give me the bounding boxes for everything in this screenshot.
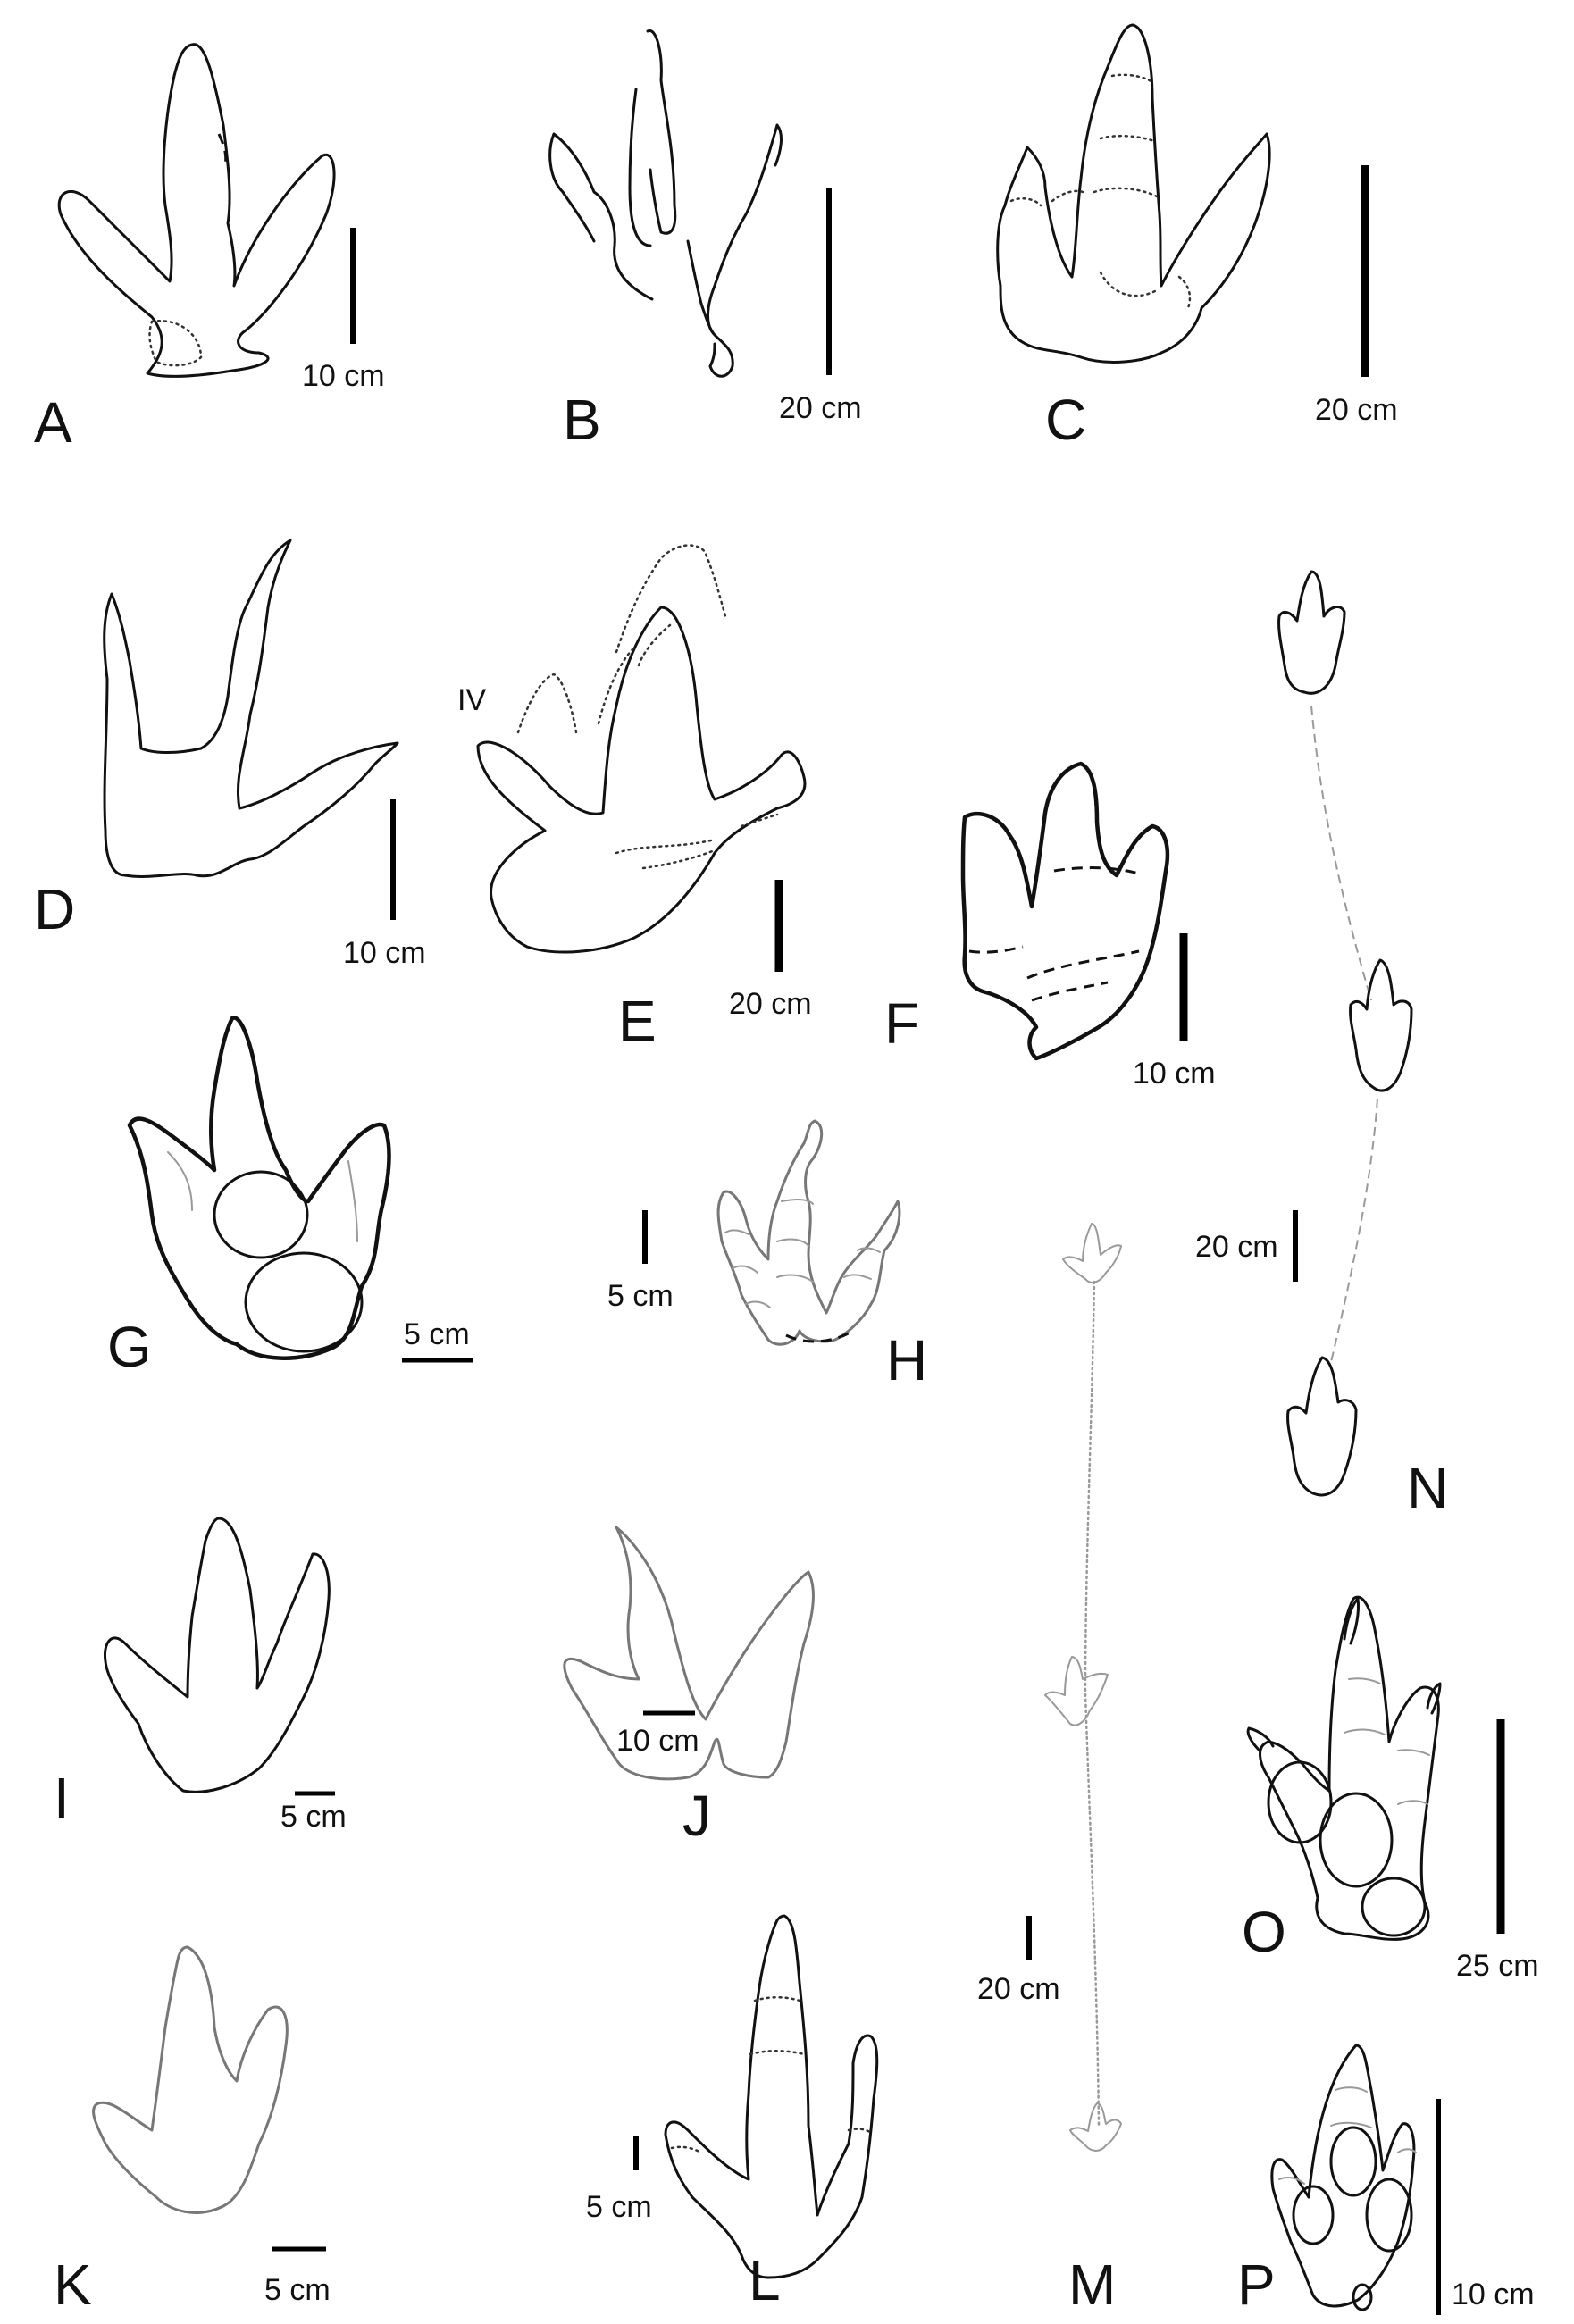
footprint-k-outline bbox=[94, 1947, 288, 2212]
footprint-o-outline bbox=[1260, 1597, 1439, 1939]
footprint-a-outline bbox=[59, 45, 334, 377]
footprint-g-heel-pad bbox=[246, 1253, 362, 1351]
panel-g bbox=[107, 1018, 473, 1379]
panel-b-scale-label: 20 cm bbox=[779, 391, 862, 425]
footprint-g-proximal-pad bbox=[214, 1172, 307, 1258]
panel-m bbox=[977, 1224, 1121, 2317]
panel-d-letter: D bbox=[34, 877, 76, 941]
panel-l-letter: L bbox=[749, 2248, 781, 2312]
panel-m-letter: M bbox=[1068, 2253, 1117, 2317]
panel-d-scale-label: 10 cm bbox=[343, 936, 426, 970]
footprint-i-outline bbox=[105, 1518, 329, 1792]
panel-i-scale-label: 5 cm bbox=[280, 1800, 347, 1834]
panel-p-letter: P bbox=[1237, 2253, 1276, 2317]
panel-j-scale-label: 10 cm bbox=[616, 1724, 699, 1758]
panel-c bbox=[998, 25, 1398, 452]
panel-b-letter: B bbox=[563, 388, 601, 452]
panel-c-scale-label: 20 cm bbox=[1315, 393, 1398, 427]
footprint-b-outline bbox=[550, 30, 782, 376]
footprint-e-dotted-overlay bbox=[518, 545, 777, 868]
footprint-o-pad-3 bbox=[1362, 1878, 1425, 1935]
panel-o-scale-label: 25 cm bbox=[1456, 1949, 1539, 1983]
trackway-n-midline bbox=[1311, 706, 1377, 1362]
trackway-m-print-3 bbox=[1070, 2103, 1121, 2151]
footprint-f-pad-lines bbox=[969, 868, 1139, 1000]
footprint-p-outline bbox=[1272, 2045, 1414, 2306]
trackway-m-print-2 bbox=[1045, 1657, 1108, 1726]
panel-a-letter: A bbox=[34, 390, 72, 455]
panel-j-letter: J bbox=[682, 1784, 711, 1848]
panel-c-letter: C bbox=[1045, 388, 1087, 452]
footprint-f-outline bbox=[963, 764, 1168, 1058]
panel-g-scale-label: 5 cm bbox=[404, 1317, 470, 1351]
panel-i-letter: I bbox=[54, 1766, 70, 1830]
footprint-p-pad-3 bbox=[1294, 2186, 1333, 2244]
panel-a bbox=[34, 45, 385, 455]
panel-a-scale-label: 10 cm bbox=[302, 359, 385, 393]
panel-k-letter: K bbox=[54, 2253, 92, 2317]
footprint-g-outline bbox=[130, 1018, 389, 1358]
panel-m-scale-label: 20 cm bbox=[977, 1972, 1060, 2006]
trackway-m-midline bbox=[1085, 1282, 1099, 2126]
footprint-o-digit-lines bbox=[1344, 1678, 1429, 1804]
panel-n bbox=[1195, 572, 1448, 1520]
footprint-o-pad-2 bbox=[1320, 1793, 1392, 1886]
panel-o-letter: O bbox=[1242, 1900, 1286, 1964]
panel-e-scale-label: 20 cm bbox=[729, 987, 812, 1021]
footprint-h-pad-lines bbox=[725, 1200, 880, 1308]
panel-g-letter: G bbox=[107, 1315, 152, 1379]
trackway-n-print-1 bbox=[1279, 572, 1344, 693]
footprint-p-pad-1 bbox=[1331, 2128, 1376, 2195]
footprint-l-pad-lines bbox=[672, 1997, 871, 2153]
panel-k bbox=[54, 1947, 331, 2317]
panel-n-scale-label: 20 cm bbox=[1195, 1230, 1278, 1264]
trackway-n-print-3 bbox=[1288, 1358, 1356, 1495]
panel-p bbox=[1237, 2045, 1535, 2317]
panel-j bbox=[565, 1527, 814, 1848]
panel-f bbox=[884, 764, 1216, 1091]
panel-f-scale-label: 10 cm bbox=[1133, 1057, 1216, 1091]
footprint-g-side-digit-pads bbox=[168, 1152, 357, 1241]
panel-h-scale-label: 5 cm bbox=[607, 1279, 674, 1313]
panel-n-letter: N bbox=[1407, 1456, 1449, 1520]
panel-e bbox=[457, 545, 812, 1053]
footprint-l-outline bbox=[666, 1916, 877, 2278]
panel-o bbox=[1242, 1597, 1539, 1983]
trackway-m-print-1 bbox=[1063, 1224, 1121, 1283]
panel-b bbox=[550, 30, 862, 452]
panel-h bbox=[607, 1121, 927, 1392]
panel-d bbox=[34, 540, 426, 970]
panel-l-scale-label: 5 cm bbox=[586, 2190, 652, 2224]
panel-l bbox=[586, 1916, 877, 2312]
trackway-n-print-2 bbox=[1351, 960, 1411, 1091]
panel-e-digit-label: IV bbox=[457, 683, 487, 717]
panel-e-letter: E bbox=[618, 989, 657, 1053]
panel-p-scale-label: 10 cm bbox=[1452, 2278, 1535, 2311]
panel-f-letter: F bbox=[884, 991, 920, 1056]
panel-h-letter: H bbox=[886, 1328, 928, 1392]
footprint-d-outline bbox=[105, 540, 398, 876]
panel-k-scale-label: 5 cm bbox=[264, 2273, 331, 2307]
panel-i bbox=[54, 1518, 347, 1834]
footprint-c-pad-lines bbox=[1011, 75, 1190, 308]
